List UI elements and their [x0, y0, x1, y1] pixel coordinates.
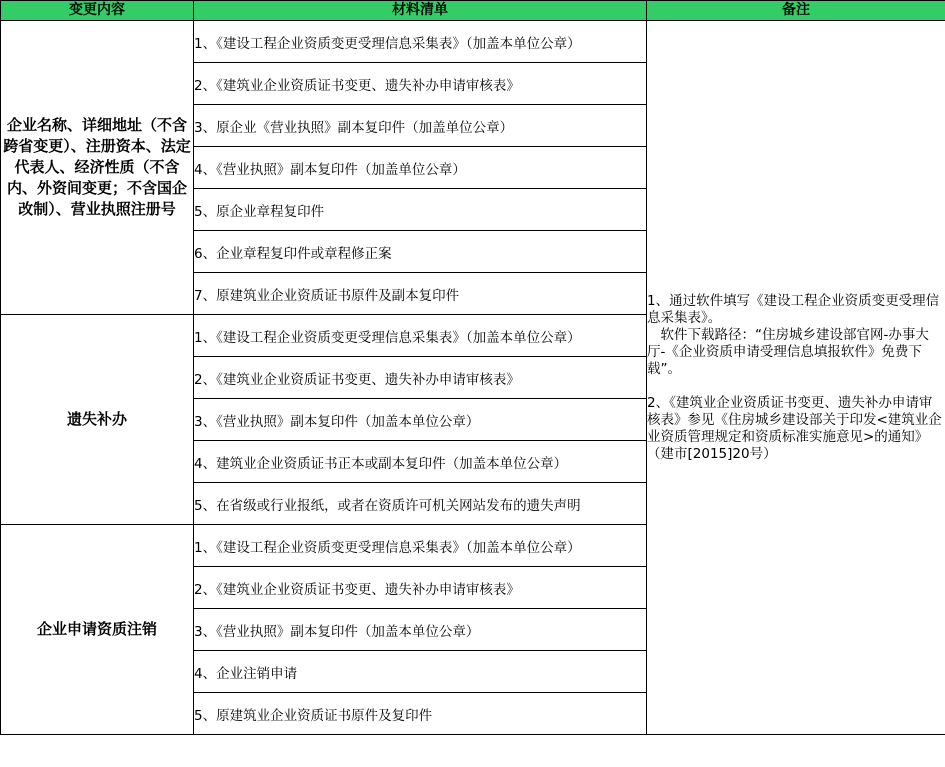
list-item: 7、原建筑业企业资质证书原件及副本复印件: [194, 273, 647, 315]
list-item: 4、建筑业企业资质证书正本或副本复印件（加盖本单位公章）: [194, 441, 647, 483]
list-item: 4、企业注销申请: [194, 651, 647, 693]
list-item: 3、原企业《营业执照》副本复印件（加盖单位公章）: [194, 105, 647, 147]
list-item: 5、原建筑业企业资质证书原件及复印件: [194, 693, 647, 735]
header-remarks: 备注: [647, 1, 945, 21]
header-change-content: 变更内容: [1, 1, 194, 21]
list-item: 2、《建筑业企业资质证书变更、遗失补办申请审核表》: [194, 567, 647, 609]
list-item: 2、《建筑业企业资质证书变更、遗失补办申请审核表》: [194, 357, 647, 399]
table-row: [1, 21, 945, 63]
header-row: [1, 1, 945, 21]
list-item: 2、《建筑业企业资质证书变更、遗失补办申请审核表》: [194, 63, 647, 105]
remark-software: 1、通过软件填写《建设工程企业资质变更受理信息采集表》。: [647, 292, 940, 326]
list-item: 1、《建设工程企业资质变更受理信息采集表》（加盖本单位公章）: [194, 21, 647, 63]
list-item: 3、《营业执照》副本复印件（加盖本单位公章）: [194, 399, 647, 441]
category-qualification-cancel: 企业申请资质注销: [1, 525, 194, 735]
list-item: 4、《营业执照》副本复印件（加盖单位公章）: [194, 147, 647, 189]
list-item: 1、《建设工程企业资质变更受理信息采集表》（加盖本单位公章）: [194, 525, 647, 567]
list-item: 6、企业章程复印件或章程修正案: [194, 231, 647, 273]
remark-download-path: 软件下载路径：“住房城乡建设部官网-办事大厅-《企业资质申请受理信息填报软件》免费下载”。: [647, 326, 929, 377]
list-item: 3、《营业执照》副本复印件（加盖本单位公章）: [194, 609, 647, 651]
remark-review-form: 2、《建筑业企业资质证书变更、遗失补办申请审核表》参见《住房城乡建设部关于印发<建筑业企业资质管理规定和资质标准实施意见>的通知》（建市[2015]20号）: [647, 394, 942, 462]
list-item: 5、在省级或行业报纸，或者在资质许可机关网站发布的遗失声明: [194, 483, 647, 525]
category-name-address-change: 企业名称、详细地址（不含跨省变更）、注册资本、法定代表人、经济性质（不含内、外资间变更；不含国企改制）、营业执照注册号: [1, 21, 194, 315]
remarks-cell: [647, 21, 945, 735]
header-materials-list: 材料清单: [194, 1, 647, 21]
category-lost-reissue: 遗失补办: [1, 315, 194, 525]
list-item: 1、《建设工程企业资质变更受理信息采集表》（加盖本单位公章）: [194, 315, 647, 357]
list-item: 5、原企业章程复印件: [194, 189, 647, 231]
